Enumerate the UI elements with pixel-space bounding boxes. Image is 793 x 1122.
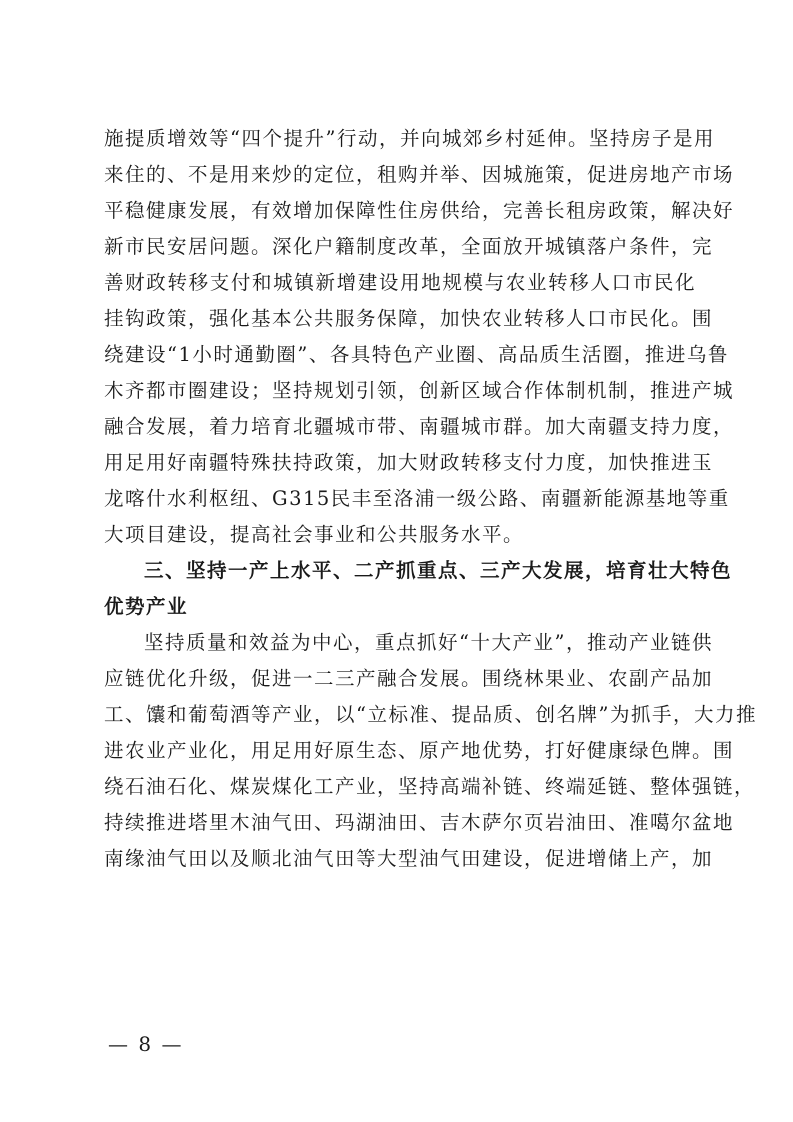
paragraph-line: 大项目建设，提高社会事业和公共服务水平。 (104, 523, 525, 546)
paragraph-line: 绕石油石化、煤炭煤化工产业，坚持高端补链、终端延链、整体强链， (104, 775, 756, 798)
paragraph-line: 坚持质量和效益为中心，重点抓好“十大产业”，推动产业链供 (144, 631, 713, 654)
paragraph-line: 用足用好南疆特殊扶持政策，加大财政转移支付力度，加快推进玉 (104, 451, 714, 474)
page-number: — 8 — (108, 1032, 184, 1056)
paragraph-line: 工、馕和葡萄酒等产业，以“立标准、提品质、创名牌”为抓手，大力推 (104, 703, 757, 726)
paragraph-line: 施提质增效等“四个提升”行动，并向城郊乡村延伸。坚持房子是用 (104, 127, 715, 150)
paragraph-line: 融合发展，着力培育北疆城市带、南疆城市群。加大南疆支持力度， (104, 415, 735, 438)
paragraph-line: 木齐都市圈建设；坚持规划引领，创新区域合作体制机制，推进产城 (104, 379, 735, 402)
paragraph-line: 持续推进塔里木油气田、玛湖油田、吉木萨尔页岩油田、准噶尔盆地 (104, 811, 735, 834)
section-heading: 优势产业 (104, 595, 189, 618)
body-text (104, 124, 757, 880)
paragraph-line: 龙喀什水利枢纽、G315民丰至洛浦一级公路、南疆新能源基地等重 (104, 487, 730, 510)
paragraph-line: 绕建设“1小时通勤圈”、各具特色产业圈、高品质生活圈，推进乌鲁 (104, 343, 729, 366)
paragraph-line: 应链优化升级，促进一二三产融合发展。围绕林果业、农副产品加 (104, 667, 714, 690)
paragraph-line: 挂钩政策，强化基本公共服务保障，加快农业转移人口市民化。围 (104, 307, 714, 330)
paragraph-line: 来住的、不是用来炒的定位，租购并举、因城施策，促进房地产市场 (104, 163, 735, 186)
paragraph-line: 进农业产业化，用足用好原生态、原产地优势，打好健康绿色牌。围 (104, 739, 735, 762)
section-heading: 三、坚持一产上水平、二产抓重点、三产大发展，培育壮大特色 (144, 559, 733, 582)
paragraph-line: 平稳健康发展，有效增加保障性住房供给，完善长租房政策，解决好 (104, 199, 735, 222)
paragraph-line: 善财政转移支付和城镇新增建设用地规模与农业转移人口市民化 (104, 271, 696, 294)
paragraph-line: 南缘油气田以及顺北油气田等大型油气田建设，促进增储上产，加 (104, 847, 714, 870)
paragraph-line: 新市民安居问题。深化户籍制度改革，全面放开城镇落户条件，完 (104, 235, 714, 258)
